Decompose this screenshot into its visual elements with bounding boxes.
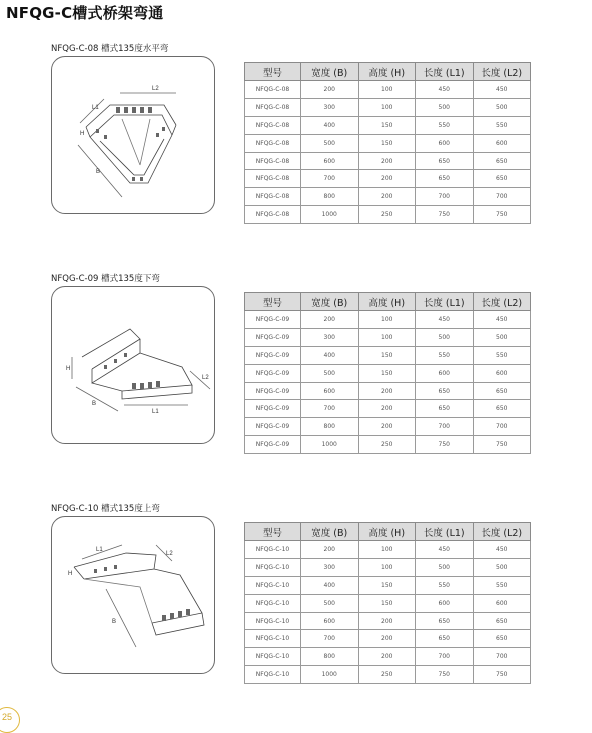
cell-height: 200: [358, 152, 416, 170]
cell-l1: 450: [416, 81, 474, 99]
cell-height: 200: [358, 418, 416, 436]
cell-width: 300: [301, 98, 359, 116]
label-l1: L1: [152, 409, 159, 415]
header-model: 型号: [245, 63, 301, 81]
cell-l2: 600: [473, 134, 531, 152]
cell-height: 200: [358, 400, 416, 418]
cell-model: NFQG-C-09: [245, 436, 301, 454]
cell-l1: 700: [416, 418, 474, 436]
cell-l2: 700: [473, 188, 531, 206]
header-width: 宽度 (B): [301, 293, 359, 311]
cell-width: 600: [301, 612, 359, 630]
cell-model: NFQG-C-08: [245, 188, 301, 206]
table-row: [245, 346, 531, 364]
label-h: H: [80, 131, 85, 137]
cell-l2: 650: [473, 400, 531, 418]
spec-table-c09: [244, 292, 531, 454]
cell-model: NFQG-C-08: [245, 170, 301, 188]
cell-l2: 750: [473, 666, 531, 684]
page-title: NFQG-C槽式桥架弯通: [6, 4, 164, 22]
header-length-l2: 长度 (L2): [473, 293, 531, 311]
cell-height: 200: [358, 612, 416, 630]
cell-model: NFQG-C-08: [245, 206, 301, 224]
cell-l2: 650: [473, 382, 531, 400]
table-row: [245, 576, 531, 594]
label-l2: L2: [152, 86, 159, 92]
cell-l2: 500: [473, 328, 531, 346]
diagram-down-bend: [51, 286, 215, 444]
cell-width: 800: [301, 648, 359, 666]
cell-l2: 600: [473, 364, 531, 382]
cell-width: 800: [301, 188, 359, 206]
cell-l1: 500: [416, 328, 474, 346]
section-title: NFQG-C-08 槽式135度水平弯: [51, 44, 169, 54]
cell-model: NFQG-C-09: [245, 400, 301, 418]
spec-table-c10: [244, 522, 531, 684]
cell-l2: 550: [473, 346, 531, 364]
cell-l1: 650: [416, 152, 474, 170]
cell-l1: 650: [416, 630, 474, 648]
table-row: [245, 364, 531, 382]
cell-height: 150: [358, 116, 416, 134]
table-row: [245, 116, 531, 134]
header-length-l1: 长度 (L1): [416, 293, 474, 311]
cell-l1: 650: [416, 382, 474, 400]
cell-model: NFQG-C-08: [245, 81, 301, 99]
label-h: H: [66, 366, 71, 372]
cell-height: 150: [358, 346, 416, 364]
cell-model: NFQG-C-09: [245, 311, 301, 329]
cell-width: 200: [301, 541, 359, 559]
cell-l1: 700: [416, 648, 474, 666]
cell-model: NFQG-C-09: [245, 346, 301, 364]
cell-l2: 650: [473, 152, 531, 170]
table-row: [245, 418, 531, 436]
header-model: 型号: [245, 293, 301, 311]
header-length-l2: 长度 (L2): [473, 63, 531, 81]
table-row: [245, 311, 531, 329]
cell-l2: 600: [473, 594, 531, 612]
cell-model: NFQG-C-10: [245, 541, 301, 559]
table-row: [245, 400, 531, 418]
cell-l1: 750: [416, 436, 474, 454]
cell-height: 150: [358, 364, 416, 382]
table-row: [245, 206, 531, 224]
cell-height: 100: [358, 541, 416, 559]
cell-l1: 700: [416, 188, 474, 206]
cell-width: 500: [301, 134, 359, 152]
down-bend-drawing: [52, 287, 216, 445]
cell-height: 250: [358, 436, 416, 454]
page-number: 25: [2, 712, 13, 722]
cell-height: 200: [358, 170, 416, 188]
cell-model: NFQG-C-10: [245, 576, 301, 594]
table-row: [245, 98, 531, 116]
label-l1: L1: [92, 105, 99, 111]
section-title: NFQG-C-09 槽式135度下弯: [51, 274, 160, 284]
page-number-badge: [0, 707, 20, 733]
cell-l1: 450: [416, 311, 474, 329]
cell-l1: 550: [416, 576, 474, 594]
cell-width: 500: [301, 594, 359, 612]
section-title: NFQG-C-10 槽式135度上弯: [51, 504, 160, 514]
table-row: [245, 648, 531, 666]
label-h: H: [68, 571, 73, 577]
label-l1: L1: [96, 547, 103, 553]
cell-width: 200: [301, 311, 359, 329]
cell-width: 400: [301, 576, 359, 594]
cell-width: 300: [301, 328, 359, 346]
diagram-horizontal-bend: [51, 56, 215, 214]
cell-width: 1000: [301, 206, 359, 224]
table-row: [245, 630, 531, 648]
cell-l2: 550: [473, 116, 531, 134]
table-row: [245, 558, 531, 576]
cell-model: NFQG-C-10: [245, 558, 301, 576]
cell-model: NFQG-C-08: [245, 98, 301, 116]
cell-width: 700: [301, 170, 359, 188]
cell-width: 200: [301, 81, 359, 99]
table-row: [245, 541, 531, 559]
table-row: [245, 170, 531, 188]
cell-width: 400: [301, 116, 359, 134]
cell-width: 800: [301, 418, 359, 436]
header-model: 型号: [245, 523, 301, 541]
table-row: [245, 666, 531, 684]
table-row: [245, 81, 531, 99]
label-b: B: [96, 169, 101, 175]
cell-l1: 750: [416, 206, 474, 224]
header-length-l2: 长度 (L2): [473, 523, 531, 541]
cell-model: NFQG-C-10: [245, 594, 301, 612]
cell-l2: 750: [473, 206, 531, 224]
cell-l2: 650: [473, 170, 531, 188]
cell-width: 400: [301, 346, 359, 364]
table-row: [245, 382, 531, 400]
cell-height: 100: [358, 328, 416, 346]
cell-model: NFQG-C-10: [245, 612, 301, 630]
header-width: 宽度 (B): [301, 523, 359, 541]
cell-height: 100: [358, 311, 416, 329]
label-l2: L2: [202, 375, 209, 381]
cell-width: 1000: [301, 666, 359, 684]
header-height: 高度 (H): [358, 63, 416, 81]
cell-l2: 650: [473, 630, 531, 648]
cell-l2: 750: [473, 436, 531, 454]
up-bend-drawing: [52, 517, 216, 675]
cell-l2: 450: [473, 81, 531, 99]
cell-height: 100: [358, 558, 416, 576]
cell-model: NFQG-C-10: [245, 666, 301, 684]
cell-l2: 700: [473, 418, 531, 436]
table-row: [245, 612, 531, 630]
cell-height: 200: [358, 648, 416, 666]
table-row: [245, 134, 531, 152]
cell-width: 500: [301, 364, 359, 382]
cell-l1: 650: [416, 400, 474, 418]
cell-l2: 700: [473, 648, 531, 666]
cell-model: NFQG-C-09: [245, 328, 301, 346]
cell-width: 700: [301, 630, 359, 648]
cell-width: 700: [301, 400, 359, 418]
table-row: [245, 152, 531, 170]
cell-model: NFQG-C-10: [245, 630, 301, 648]
cell-l1: 600: [416, 134, 474, 152]
cell-l1: 750: [416, 666, 474, 684]
cell-height: 100: [358, 98, 416, 116]
header-height: 高度 (H): [358, 523, 416, 541]
cell-model: NFQG-C-08: [245, 134, 301, 152]
cell-l2: 500: [473, 558, 531, 576]
cell-l1: 450: [416, 541, 474, 559]
table-row: [245, 188, 531, 206]
cell-l1: 500: [416, 558, 474, 576]
cell-model: NFQG-C-10: [245, 648, 301, 666]
cell-l2: 550: [473, 576, 531, 594]
cell-model: NFQG-C-09: [245, 364, 301, 382]
cell-height: 200: [358, 382, 416, 400]
table-row: [245, 594, 531, 612]
cell-l1: 600: [416, 364, 474, 382]
cell-height: 150: [358, 134, 416, 152]
cell-height: 100: [358, 81, 416, 99]
header-height: 高度 (H): [358, 293, 416, 311]
cell-model: NFQG-C-09: [245, 382, 301, 400]
label-b: B: [92, 401, 97, 407]
cell-height: 150: [358, 594, 416, 612]
cell-l2: 650: [473, 612, 531, 630]
cell-l1: 650: [416, 170, 474, 188]
cell-l1: 600: [416, 594, 474, 612]
cell-l1: 650: [416, 612, 474, 630]
cell-height: 250: [358, 206, 416, 224]
cell-l1: 550: [416, 116, 474, 134]
cell-model: NFQG-C-08: [245, 152, 301, 170]
diagram-up-bend: [51, 516, 215, 674]
cell-model: NFQG-C-09: [245, 418, 301, 436]
label-b: B: [112, 619, 117, 625]
header-width: 宽度 (B): [301, 63, 359, 81]
cell-height: 250: [358, 666, 416, 684]
cell-height: 200: [358, 188, 416, 206]
table-row: [245, 328, 531, 346]
cell-l1: 500: [416, 98, 474, 116]
cell-width: 600: [301, 152, 359, 170]
cell-width: 1000: [301, 436, 359, 454]
label-l2: L2: [166, 551, 173, 557]
horizontal-bend-drawing: [52, 57, 216, 215]
header-length-l1: 长度 (L1): [416, 523, 474, 541]
cell-height: 150: [358, 576, 416, 594]
spec-table-c08: [244, 62, 531, 224]
cell-height: 200: [358, 630, 416, 648]
cell-width: 600: [301, 382, 359, 400]
cell-l1: 550: [416, 346, 474, 364]
cell-model: NFQG-C-08: [245, 116, 301, 134]
cell-l2: 500: [473, 98, 531, 116]
cell-l2: 450: [473, 311, 531, 329]
cell-l2: 450: [473, 541, 531, 559]
header-length-l1: 长度 (L1): [416, 63, 474, 81]
table-row: [245, 436, 531, 454]
cell-width: 300: [301, 558, 359, 576]
